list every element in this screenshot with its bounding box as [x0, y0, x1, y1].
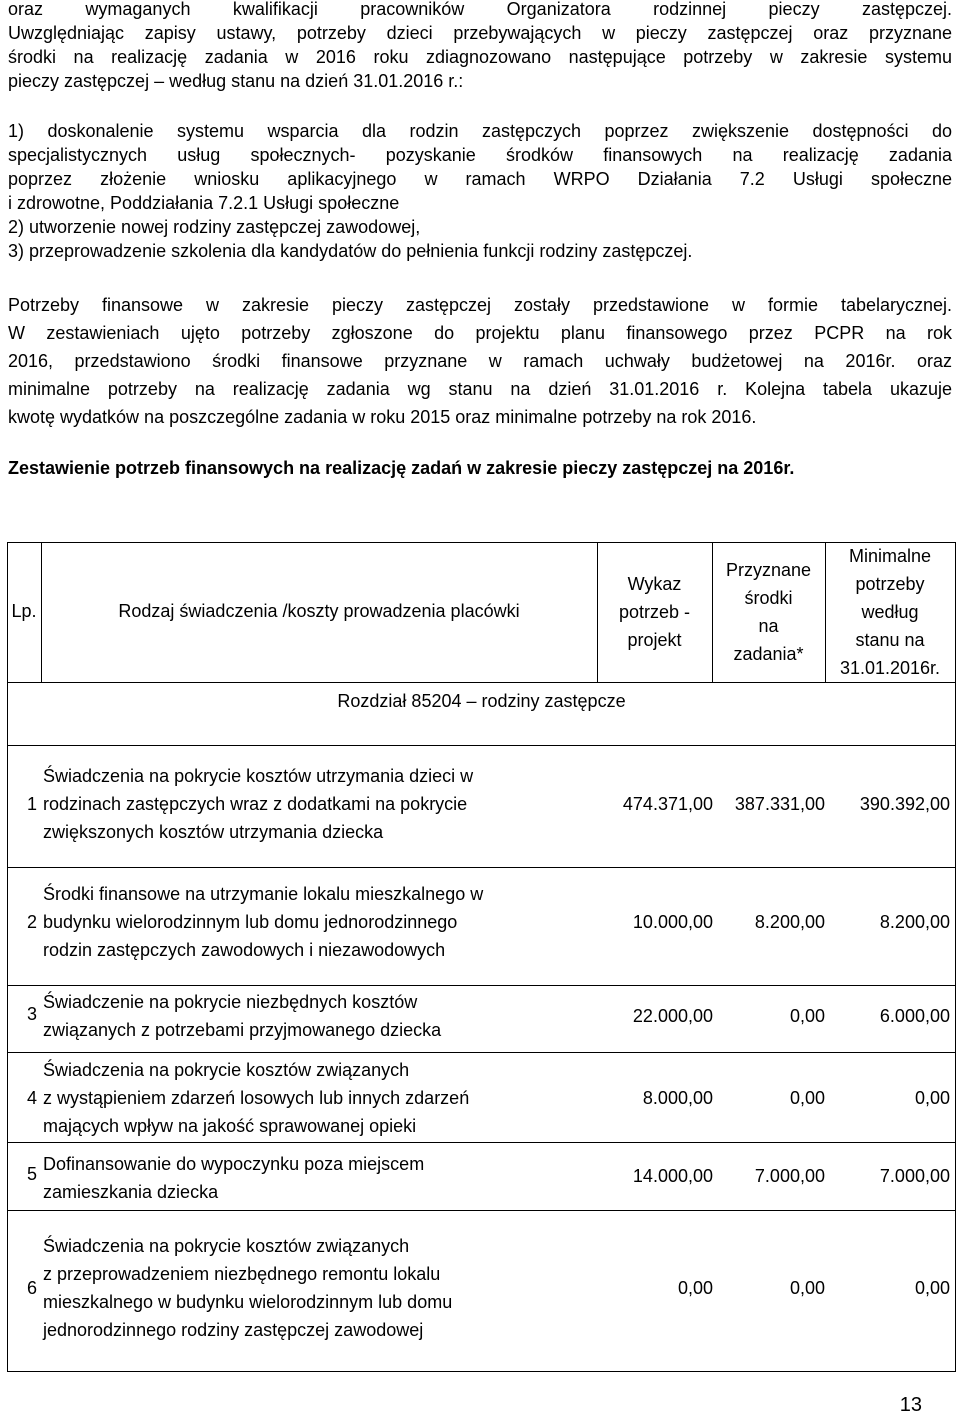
row-desc-line: zamieszkania dziecka [43, 1182, 219, 1202]
row-wykaz: 14.000,00 [632, 1166, 713, 1186]
row-wykaz: 8.000,00 [642, 1088, 713, 1108]
row-minimalne: 6.000,00 [879, 1006, 950, 1026]
finance-line: 2016, przedstawiono środki finansowe przyznane w ramach uchwały budżetowej na 2016r. oraz [8, 351, 952, 371]
row-przyznane: 387.331,00 [734, 794, 825, 814]
row-przyznane: 7.000,00 [754, 1166, 825, 1186]
table-border [955, 542, 956, 1372]
row-lp: 4 [27, 1088, 38, 1108]
row-desc-line: Dofinansowanie do wypoczynku poza miejscem [43, 1154, 425, 1174]
header-minimalne-line: stanu na [855, 630, 925, 650]
row-desc-line: zwiększonych kosztów utrzymania dziecka [43, 822, 384, 842]
row-description [43, 1056, 573, 1140]
section-bottom [7, 745, 956, 746]
row-lp: 2 [27, 912, 38, 932]
header-przyznane-line: zadania* [733, 644, 804, 664]
row-minimalne: 7.000,00 [879, 1166, 950, 1186]
row-desc-line: z wystąpieniem zdarzeń losowych lub innych zdarzeń [43, 1088, 470, 1108]
table-border [7, 1371, 956, 1372]
row-przyznane: 0,00 [789, 1278, 825, 1298]
row-wykaz: 22.000,00 [632, 1006, 713, 1026]
needs-list [8, 119, 952, 263]
row-desc-line: Świadczenia na pokrycie kosztów związanych [43, 1060, 410, 1080]
header-przyznane [712, 556, 825, 668]
row-desc-line: związanych z potrzebami przyjmowanego dziecka [43, 1020, 442, 1040]
header-wykaz [597, 570, 712, 654]
header-wykaz-line: potrzeb - [618, 602, 691, 622]
header-minimalne-line: potrzeby [855, 574, 925, 594]
needs-line: specjalistycznych usług społecznych- pozyskanie środków finansowych na realizację zadania [8, 145, 952, 165]
header-minimalne [825, 542, 955, 682]
header-bottom [7, 682, 956, 683]
header-przyznane-line: na [758, 616, 779, 636]
row-description [43, 1232, 573, 1344]
row-desc-line: rodzin zastępczych zawodowych i niezawodowych [43, 940, 446, 960]
header-przyznane-line: środki [744, 588, 793, 608]
header-lp: Lp. [11, 601, 37, 621]
row-desc-line: z przeprowadzeniem niezbędnego remontu lokalu [43, 1264, 441, 1284]
header-wykaz-line: projekt [627, 630, 682, 650]
needs-table [7, 542, 956, 1372]
intro-line: środki na realizację zadania w 2016 roku zdiagnozowano następujące potrzeby w zakresie systemu [8, 47, 952, 67]
row-lp: 1 [27, 794, 38, 814]
intro-line: Uwzględniając zapisy ustawy, potrzeby dzieci przebywających w pieczy zastępczej oraz przyznane [8, 23, 952, 43]
row-minimalne: 390.392,00 [859, 794, 950, 814]
intro-line: pieczy zastępczej – według stanu na dzień 31.01.2016 r.: [8, 71, 464, 91]
section-label: Rozdział 85204 – rodziny zastępcze [337, 691, 626, 711]
row-desc-line: mieszkalnego w budynku wielorodzinnym lub domu [43, 1292, 453, 1312]
row-description [43, 762, 573, 846]
needs-line: poprzez złożenie wniosku aplikacyjnego w ramach WRPO Działania 7.2 Usługi społeczne [8, 169, 952, 189]
row-minimalne: 8.200,00 [879, 912, 950, 932]
header-minimalne-line: Minimalne [848, 546, 932, 566]
row-desc-line: Świadczenia na pokrycie kosztów utrzymania dzieci w [43, 766, 474, 786]
page-number: 13 [899, 1394, 922, 1416]
row-desc-line: Świadczenia na pokrycie kosztów związanych [43, 1236, 410, 1256]
row-lp: 5 [27, 1164, 38, 1184]
row-description [43, 1150, 573, 1206]
row-desc-line: rodzinach zastępczych wraz z dodatkami na pokrycie [43, 794, 468, 814]
table-title: Zestawienie potrzeb finansowych na realizację zadań w zakresie pieczy zastępczej na 2016r. [8, 458, 795, 478]
needs-line: 2) utworzenie nowej rodziny zastępczej zawodowej, [8, 217, 421, 237]
intro-line: oraz wymaganych kwalifikacji pracowników Organizatora rodzinnej pieczy zastępczej. [8, 0, 952, 19]
row-desc-line: Środki finansowe na utrzymanie lokalu mieszkalnego w [43, 884, 484, 904]
row-przyznane: 0,00 [789, 1088, 825, 1108]
row-minimalne: 0,00 [914, 1088, 950, 1108]
row-minimalne: 0,00 [914, 1278, 950, 1298]
row-przyznane: 8.200,00 [754, 912, 825, 932]
row-divider [7, 1052, 956, 1053]
row-lp: 3 [27, 1004, 38, 1024]
row-divider [7, 1210, 956, 1211]
header-wykaz-line: Wykaz [627, 574, 682, 594]
needs-line: 3) przeprowadzenie szkolenia dla kandydatów do pełnienia funkcji rodziny zastępczej. [8, 241, 693, 261]
row-wykaz: 0,00 [677, 1278, 713, 1298]
table-border [7, 542, 8, 1372]
row-divider [7, 985, 956, 986]
finance-line: kwotę wydatków na poszczególne zadania w roku 2015 oraz minimalne potrzeby na rok 2016. [8, 407, 757, 427]
intro-paragraph [8, 0, 952, 93]
finance-paragraph [8, 291, 952, 431]
row-divider [7, 867, 956, 868]
row-description [43, 880, 573, 964]
row-desc-line: jednorodzinnego rodziny zastępczej zawodowej [43, 1320, 424, 1340]
row-wykaz: 474.371,00 [622, 794, 713, 814]
header-minimalne-line: 31.01.2016r. [839, 658, 941, 678]
row-przyznane: 0,00 [789, 1006, 825, 1026]
needs-line: 1) doskonalenie systemu wsparcia dla rodzin zastępczych poprzez zwiększenie dostępności do [8, 121, 952, 141]
needs-line: i zdrowotne, Poddziałania 7.2.1 Usługi społeczne [8, 193, 400, 213]
finance-line: W zestawieniach ujęto potrzeby zgłoszone do projektu planu finansowego przez PCPR na rok [8, 323, 952, 343]
row-description [43, 988, 573, 1044]
row-wykaz: 10.000,00 [632, 912, 713, 932]
header-minimalne-line: według [861, 602, 919, 622]
row-lp: 6 [27, 1278, 38, 1298]
row-desc-line: mających wpływ na jakość sprawowanej opieki [43, 1116, 417, 1136]
table-border [7, 542, 956, 543]
header-rodzaj: Rodzaj świadczenia /koszty prowadzenia placówki [118, 601, 520, 621]
finance-line: minimalne potrzeby na realizację zadania wg stanu na dzień 31.01.2016 r. Kolejna tabela ukazuje [8, 379, 952, 399]
header-przyznane-line: Przyznane [725, 560, 812, 580]
row-divider [7, 1142, 956, 1143]
row-desc-line: budynku wielorodzinnym lub domu jednorodzinnego [43, 912, 458, 932]
finance-line: Potrzeby finansowe w zakresie pieczy zastępczej zostały przedstawione w formie tabelarycznej. [8, 295, 952, 315]
row-desc-line: Świadczenie na pokrycie niezbędnych kosztów [43, 992, 418, 1012]
